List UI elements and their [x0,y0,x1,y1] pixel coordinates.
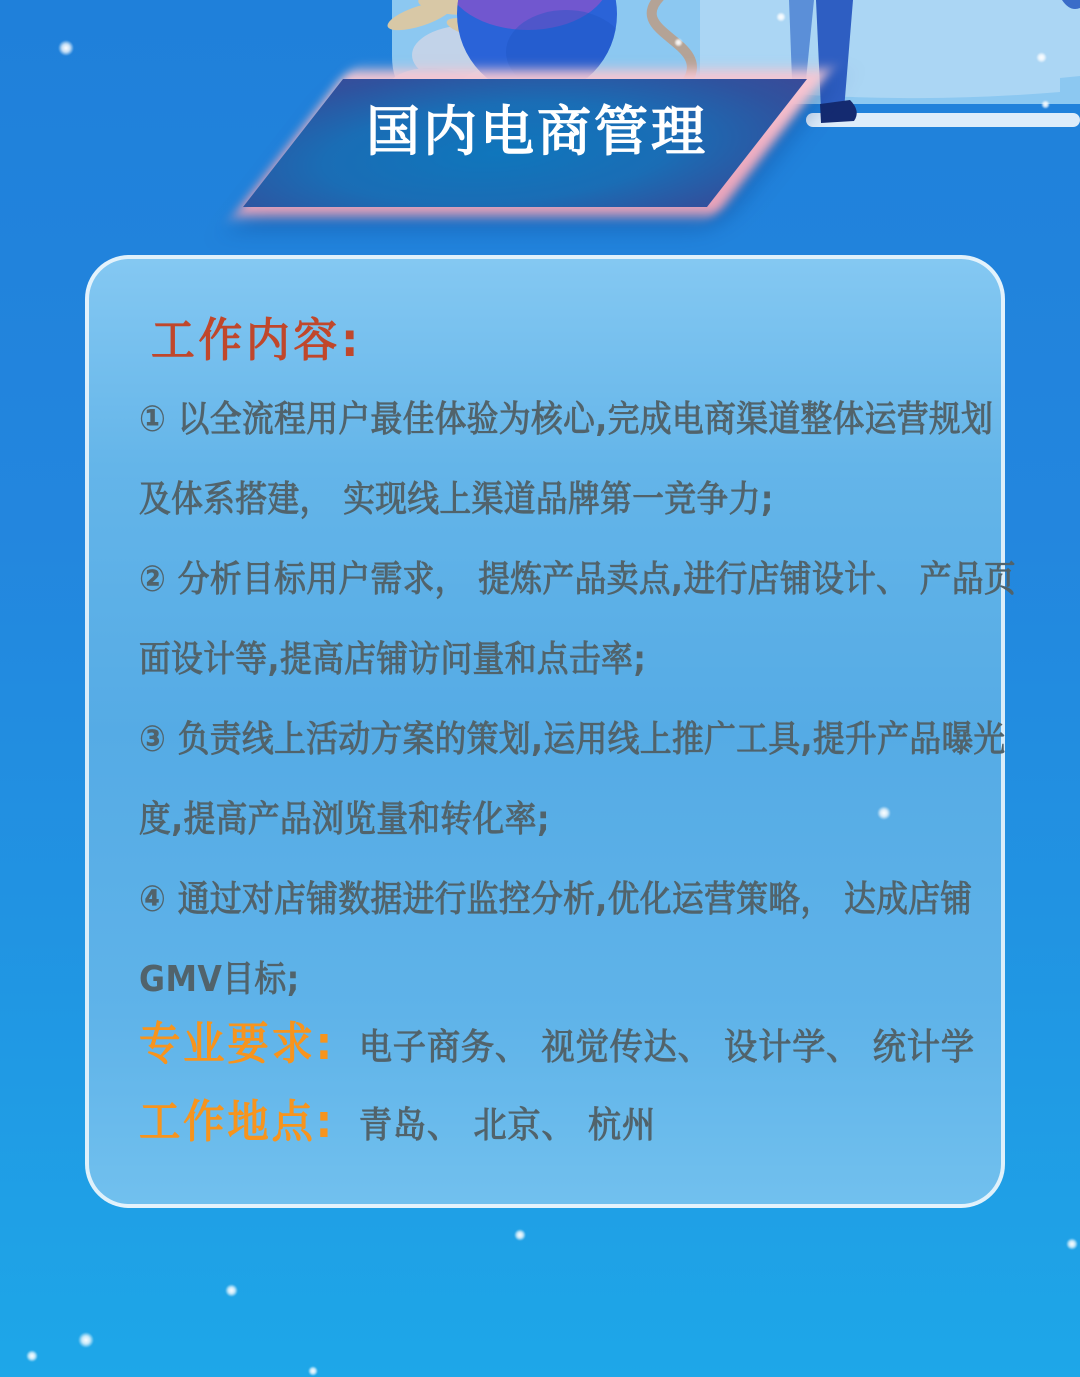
job-duty-line: ② 分析目标用户需求， 提炼产品卖点,进行店铺设计、 产品页 [139,559,1017,600]
requirements-row [139,1007,975,1072]
sparkle [674,38,683,47]
sparkle [308,1366,318,1376]
job-duty-line: 度,提高产品浏览量和转化率; [139,799,551,840]
sparkle [225,1284,238,1297]
job-duty-line: ④ 通过对店铺数据进行监控分析,优化运营策略， 达成店铺 [139,879,973,920]
sparkle [1066,1238,1078,1250]
sparkle [877,806,891,820]
location-row [139,1085,656,1150]
sparkle [514,1229,526,1241]
job-duty-line: ③ 负责线上活动方案的策划,运用线上推广工具,提升产品曝光 [139,719,1006,760]
page-title: 国内电商管理 [366,100,708,163]
job-duty-line: GMV目标; [139,959,300,1000]
job-duty-line: 面设计等,提高店铺访问量和点击率; [139,639,647,680]
sparkle [26,1350,38,1362]
sparkle [776,12,786,22]
sparkle [1036,52,1047,63]
job-duty-line: 及体系搭建， 实现线上渠道品牌第一竞争力; [139,479,774,520]
job-info-card [85,255,1017,1208]
requirements-label: 专业要求: [139,1017,335,1070]
job-duties-list [139,397,1017,1037]
location-value: 青岛、 北京、 杭州 [358,1105,657,1146]
sparkle [1041,100,1050,109]
job-duty-line: ① 以全流程用户最佳体验为核心,完成电商渠道整体运营规划 [139,399,994,440]
requirements-value: 电子商务、 视觉传达、 设计学、 统计学 [358,1027,975,1068]
sparkle [78,1332,94,1348]
sparkle [58,40,74,56]
location-label: 工作地点: [139,1095,335,1148]
section-heading-duties: 工作内容: [151,313,363,367]
